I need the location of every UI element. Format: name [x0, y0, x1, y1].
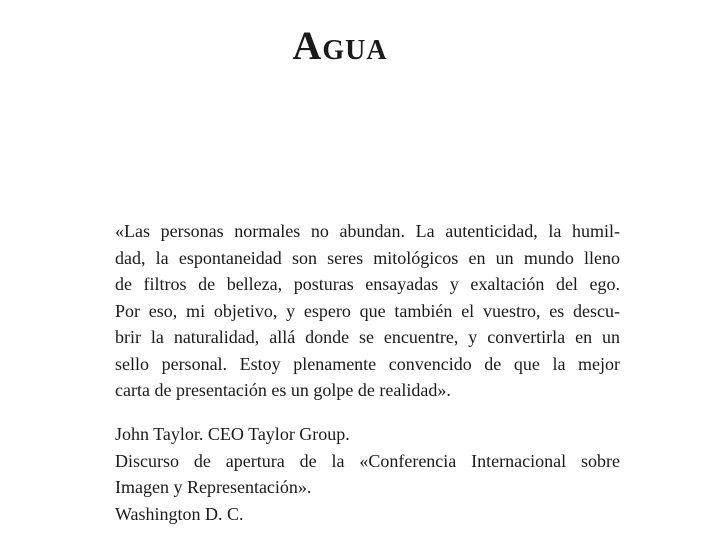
- attribution-event-line2: Imagen y Representación».: [115, 477, 312, 497]
- quote-line: brir la naturalidad, allá donde se encuentre, y convertirla en un: [115, 327, 620, 347]
- quote-line: «Las personas normales no abundan. La autenticidad, la humil-: [115, 221, 620, 241]
- attribution-author: John Taylor. CEO Taylor Group.: [115, 424, 350, 444]
- quote-line: carta de presentación es un golpe de realidad».: [115, 380, 451, 400]
- attribution-place: Washington D. C.: [115, 503, 244, 524]
- quote-line: dad, la espontaneidad son seres mitológicos en un mundo lleno: [115, 247, 620, 268]
- quote-line: Por eso, mi objetivo, y espero que también el vuestro, es descu-: [115, 300, 620, 321]
- epigraph-attribution: [115, 421, 620, 527]
- attribution-event-line1: Discurso de apertura de la «Conferencia Internacional sobre: [115, 450, 620, 471]
- epigraph-quote: [115, 218, 620, 404]
- quote-line: sello personal. Estoy plenamente convencido de que la mejor: [115, 353, 620, 374]
- chapter-title: Agua: [292, 23, 388, 68]
- quote-line: de filtros de belleza, posturas ensayadas y exaltación del ego.: [115, 274, 620, 294]
